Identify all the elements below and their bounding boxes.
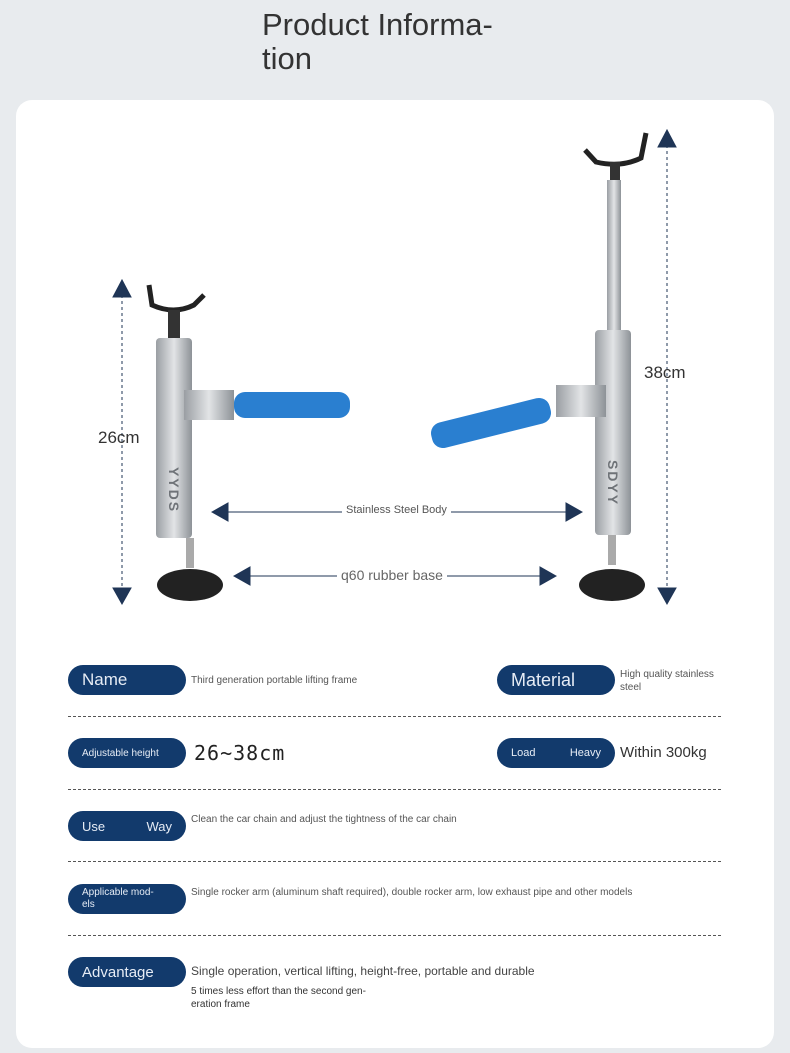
brand-right-label: SDYY bbox=[605, 459, 621, 507]
page-title: Product Informa-tion bbox=[262, 7, 493, 76]
divider bbox=[68, 789, 721, 790]
load-pill bbox=[497, 738, 615, 768]
models-value: Single rocker arm (aluminum shaft required), double rocker arm, low exhaust pipe and other models bbox=[191, 887, 633, 898]
divider bbox=[68, 935, 721, 936]
use-label-b: Way bbox=[146, 818, 172, 834]
load-value: Within 300kg bbox=[620, 744, 707, 761]
name-pill: Name bbox=[68, 665, 186, 695]
brand-left-label: YYDS bbox=[166, 466, 182, 514]
body-label: Stainless Steel Body bbox=[342, 504, 451, 516]
use-value: Clean the car chain and adjust the tightness of the car chain bbox=[191, 814, 457, 825]
material-value: High quality stainless steel bbox=[620, 669, 714, 693]
divider bbox=[68, 861, 721, 862]
models-pill: Applicable mod-els bbox=[68, 884, 186, 914]
jack-short-image bbox=[149, 285, 350, 601]
advantage-pill: Advantage bbox=[68, 957, 186, 987]
divider bbox=[68, 716, 721, 717]
use-label-a: Use bbox=[82, 818, 106, 834]
use-pill bbox=[68, 811, 186, 841]
height-short-label: 26cm bbox=[98, 428, 140, 447]
advantage-value: Single operation, vertical lifting, height-free, portable and durable bbox=[191, 964, 535, 978]
jack-tall-image bbox=[429, 133, 646, 601]
load-label-b: Heavy bbox=[569, 747, 601, 759]
load-label-a: Load bbox=[511, 747, 536, 759]
height-pill: Adjustable height bbox=[68, 738, 186, 768]
height-value: 26~38cm bbox=[194, 741, 286, 765]
advantage-note: 5 times less effort than the second gen-eration frame bbox=[191, 986, 366, 1010]
base-label: q60 rubber base bbox=[337, 567, 447, 583]
name-value: Third generation portable lifting frame bbox=[191, 675, 358, 686]
height-tall-label: 38cm bbox=[644, 363, 686, 382]
material-pill: Material bbox=[497, 665, 615, 695]
